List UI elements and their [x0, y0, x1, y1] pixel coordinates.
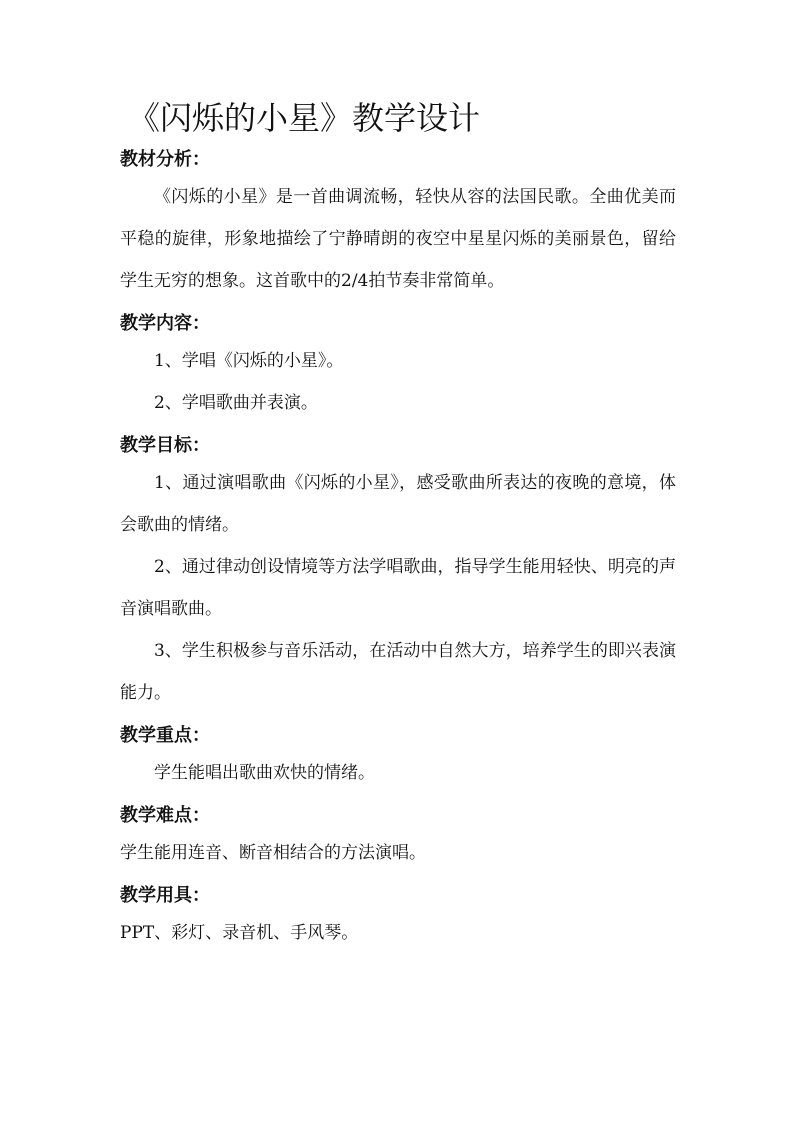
document-title: 《闪烁的小星》教学设计	[128, 99, 481, 137]
goal-item-2: 2、通过律动创设情境等方法学唱歌曲，指导学生能用轻快、明亮的声音演唱歌曲。	[120, 557, 676, 619]
document-body	[120, 144, 676, 954]
section-heading-content: 教学内容：	[120, 313, 210, 334]
analysis-paragraph: 《闪烁的小星》是一首曲调流畅，轻快从容的法国民歌。全曲优美而平稳的旋律，形象地描绘了宁静晴朗的夜空中星星闪烁的美丽景色，留给学生无穷的想象。这首歌中的2/4拍节奏非常简单。	[120, 187, 676, 291]
tools-text: PPT、彩灯、录音机、手风琴。	[120, 923, 359, 943]
section-heading-analysis: 教材分析：	[120, 149, 210, 170]
section-heading-difficulties: 教学难点：	[120, 805, 210, 826]
section-heading-key-points: 教学重点：	[120, 725, 210, 746]
content-item-2: 2、学唱歌曲并表演。	[154, 393, 318, 413]
key-points-text: 学生能唱出歌曲欢快的情绪。	[154, 763, 375, 783]
difficulties-text: 学生能用连音、断音相结合的方法演唱。	[120, 843, 426, 863]
goal-item-1: 1、通过演唱歌曲《闪烁的小星》，感受歌曲所表达的夜晚的意境，体会歌曲的情绪。	[120, 473, 676, 535]
section-heading-tools: 教学用具：	[120, 885, 210, 906]
content-item-1: 1、学唱《闪烁的小星》。	[154, 351, 344, 371]
section-heading-goals: 教学目标：	[120, 435, 210, 456]
goal-item-3: 3、学生积极参与音乐活动，在活动中自然大方，培养学生的即兴表演能力。	[120, 641, 676, 703]
